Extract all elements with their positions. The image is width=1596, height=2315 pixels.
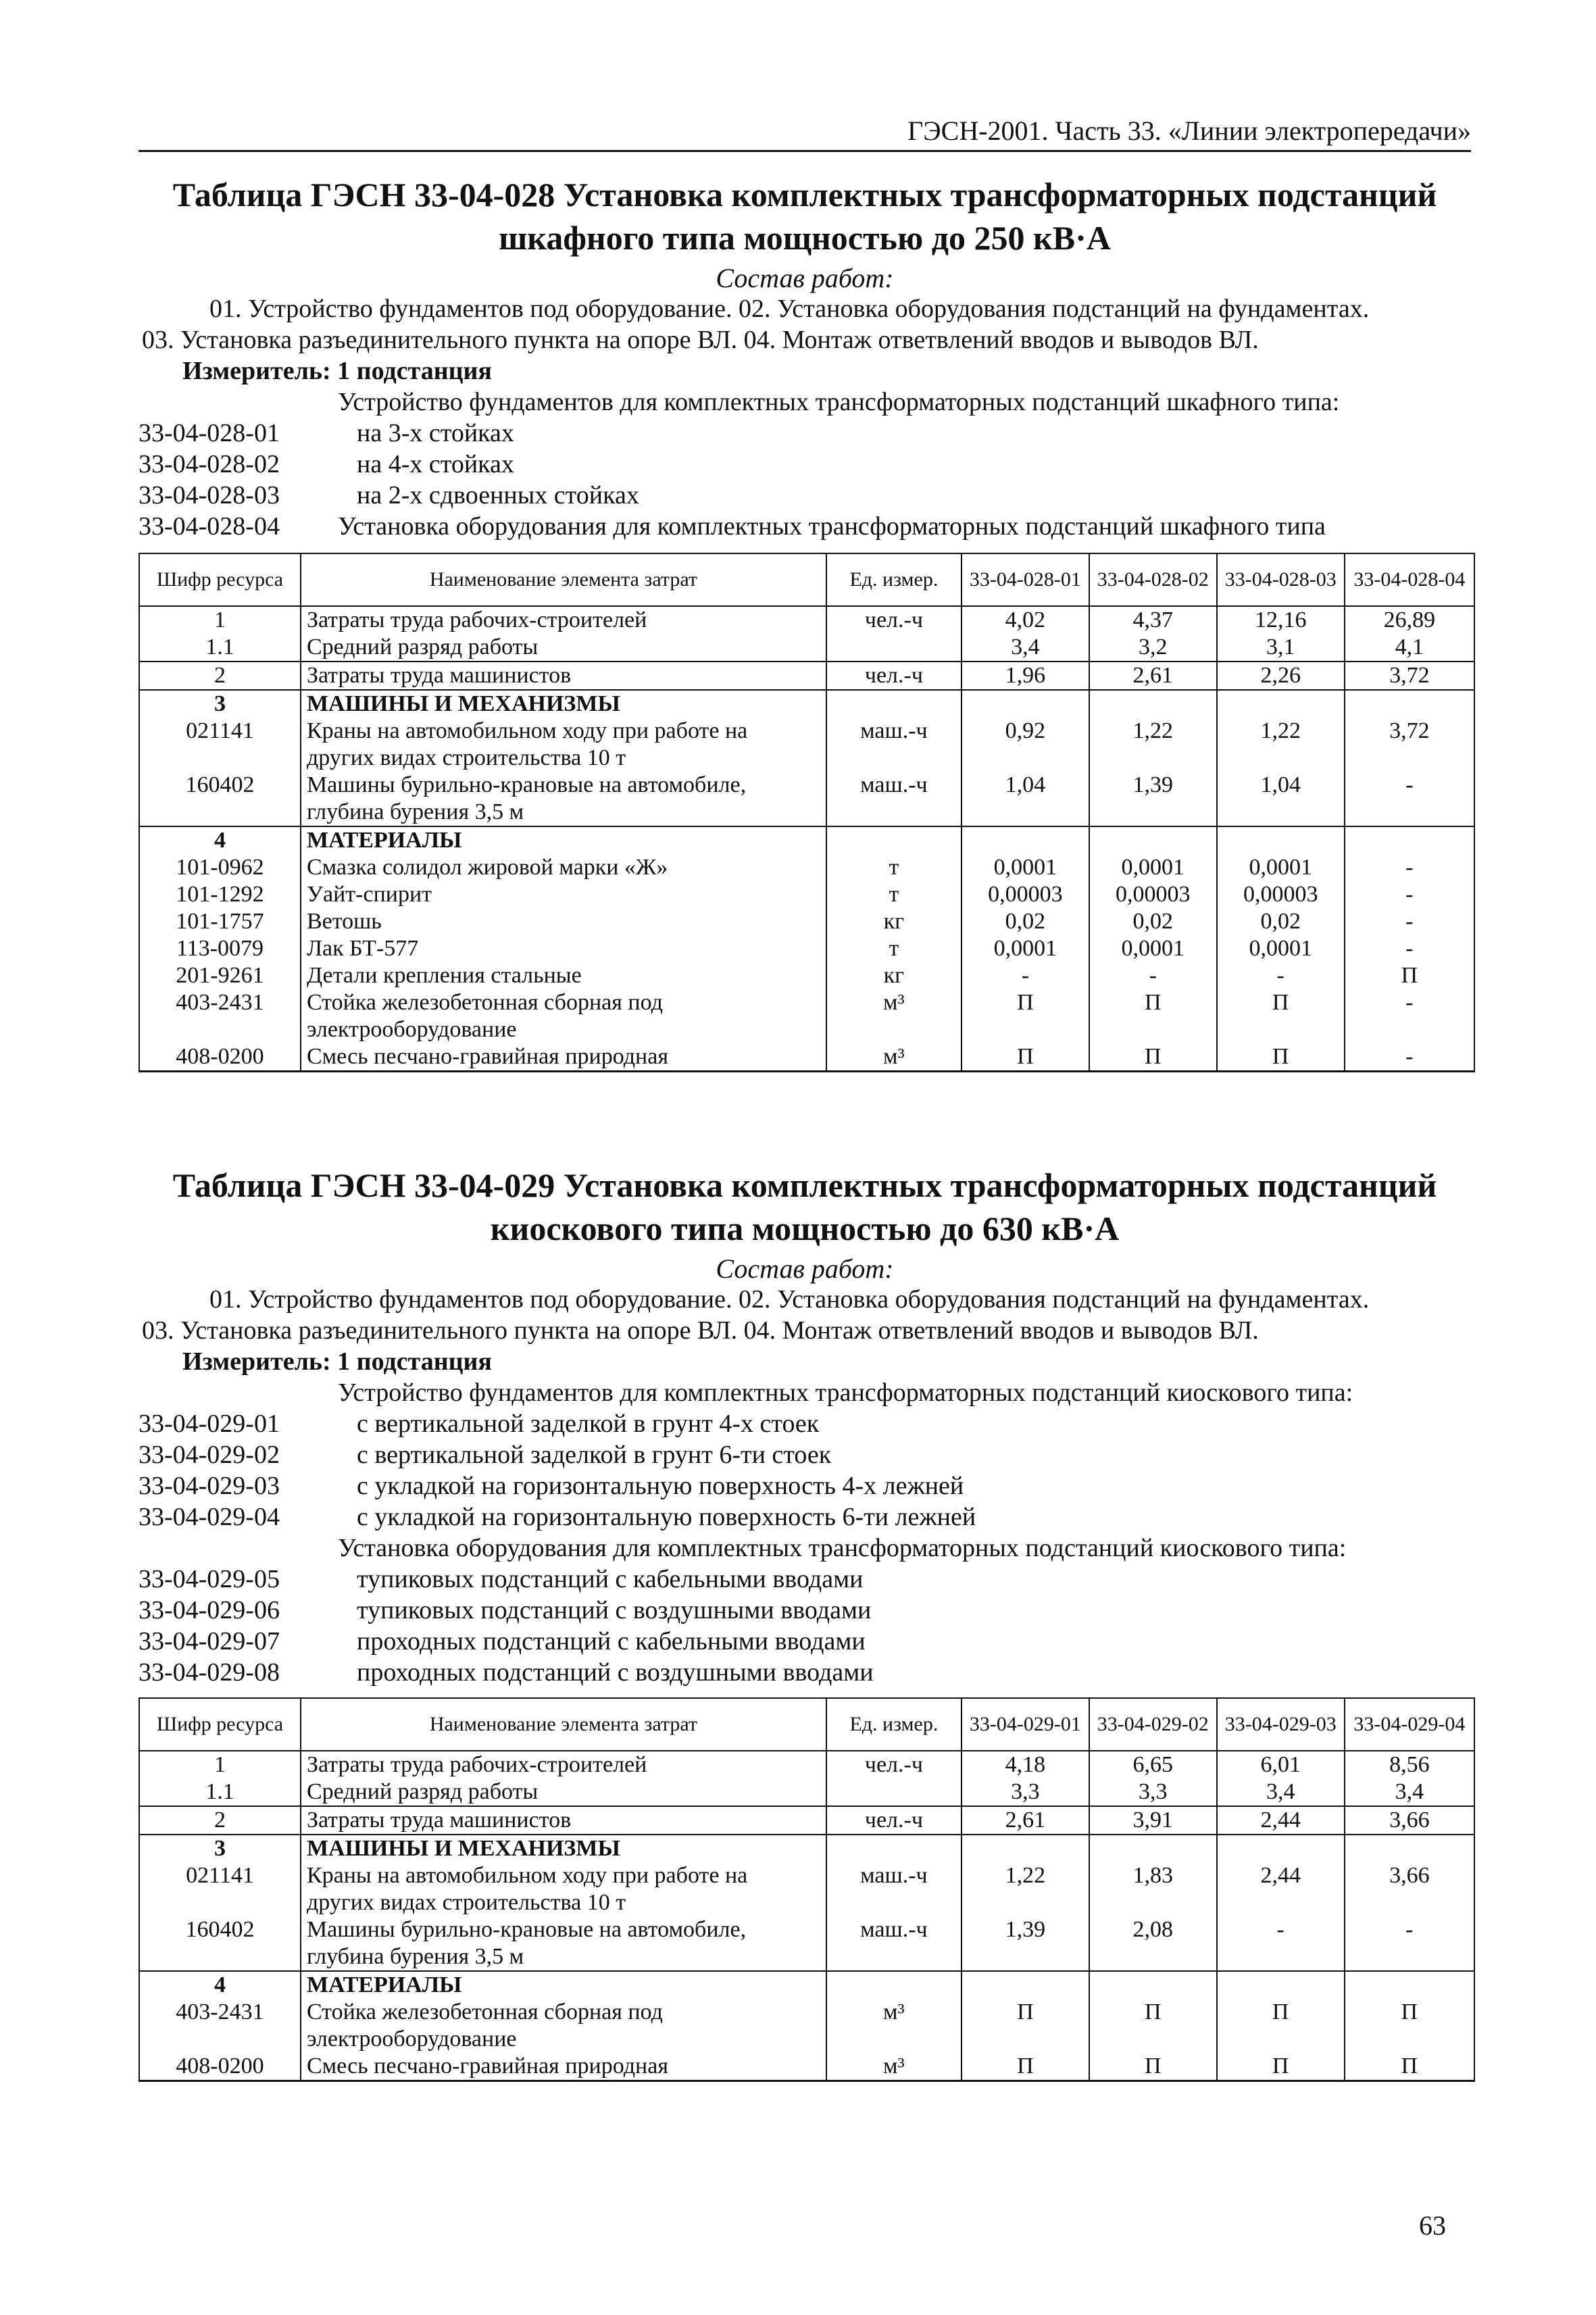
page-number: 63 <box>1419 2210 1446 2241</box>
table-title-028-line1: Таблица ГЭСН 33-04-028 Установка комплектных трансформаторных подстанций <box>172 176 1437 214</box>
norm-value: 6,65 <box>1089 1751 1217 1778</box>
cost-element-name: Лак БТ-577 <box>301 935 826 962</box>
resource-code: 403-2431 <box>139 989 301 1043</box>
norm-value: 1,22 <box>1089 718 1217 772</box>
column-header: Ед. измер. <box>826 553 962 606</box>
norm-value: П <box>1345 962 1474 989</box>
table-row <box>139 826 1474 854</box>
unit-of-measure <box>826 690 962 718</box>
resource-code: 021141 <box>139 1862 301 1916</box>
table-row <box>139 1835 1474 1862</box>
norm-value: 0,0001 <box>1217 854 1345 881</box>
norm-value: П <box>1089 1999 1217 2053</box>
cost-element-name: Краны на автомобильном ходу при работе на других видах строительства 10 т <box>301 718 826 772</box>
resource-code: 1 <box>139 606 301 634</box>
work-items-line1: 01. Устройство фундаментов под оборудование. 02. Установка оборудования подстанций на фундаментах. <box>209 295 1370 323</box>
unit-of-measure: т <box>826 881 962 908</box>
table-row <box>139 718 1474 772</box>
table-title-028-line2: шкафного типа мощностью до 250 кВ·А <box>499 219 1111 257</box>
unit-of-measure <box>826 634 962 662</box>
norm-value: - <box>1345 1916 1474 1971</box>
resource-code: 3 <box>139 690 301 718</box>
norm-value: 3,3 <box>962 1778 1089 1806</box>
column-header: Ед. измер. <box>826 1698 962 1751</box>
cost-element-name: Средний разряд работы <box>301 1778 826 1806</box>
norm-value: 3,3 <box>1089 1778 1217 1806</box>
norm-value: 2,44 <box>1217 1806 1345 1835</box>
table-row <box>139 772 1474 826</box>
table-title-029-line2: киоскового типа мощностью до 630 кВ·А <box>490 1210 1120 1247</box>
table-row <box>139 854 1474 881</box>
item-description: тупиковых подстанций с кабельными вводами <box>357 1565 864 1593</box>
table-row <box>139 1916 1474 1971</box>
norm-value: - <box>1345 989 1474 1043</box>
norm-value <box>962 826 1089 854</box>
cost-element-name: МАТЕРИАЛЫ <box>301 826 826 854</box>
column-header: 33-04-028-04 <box>1345 553 1474 606</box>
table-row <box>139 1806 1474 1835</box>
table-row <box>139 908 1474 935</box>
cost-element-name: Смесь песчано-гравийная природная <box>301 2053 826 2081</box>
item-description: на 2-х сдвоенных стойках <box>357 481 639 509</box>
norm-value: П <box>962 2053 1089 2081</box>
norm-value: 3,66 <box>1345 1862 1474 1916</box>
cost-element-name: Затраты труда рабочих-строителей <box>301 1751 826 1778</box>
cost-element-name: Стойка железобетонная сборная под электрооборудование <box>301 989 826 1043</box>
column-header: Шифр ресурса <box>139 553 301 606</box>
cost-element-name: Смесь песчано-гравийная природная <box>301 1043 826 1072</box>
measure-unit: Измеритель: 1 подстанция <box>182 1347 492 1376</box>
norm-value: 0,00003 <box>962 881 1089 908</box>
norm-value: - <box>1345 1043 1474 1072</box>
table-row <box>139 634 1474 662</box>
item-group-heading: Устройство фундаментов для комплектных трансформаторных подстанций шкафного типа: <box>338 388 1340 416</box>
unit-of-measure <box>826 1835 962 1862</box>
norm-value <box>1217 1835 1345 1862</box>
resource-code: 160402 <box>139 1916 301 1971</box>
norm-value: 2,08 <box>1089 1916 1217 1971</box>
norm-value: 1,22 <box>962 1862 1089 1916</box>
work-composition-label: Состав работ: <box>716 1253 894 1284</box>
norm-value: 3,1 <box>1217 634 1345 662</box>
table-row <box>139 881 1474 908</box>
table-row <box>139 935 1474 962</box>
resource-code: 408-0200 <box>139 1043 301 1072</box>
norm-value: П <box>1217 1999 1345 2053</box>
item-description: с вертикальной заделкой в грунт 6-ти стоек <box>357 1441 832 1469</box>
norm-value: - <box>1345 854 1474 881</box>
table-title-029-line1: Таблица ГЭСН 33-04-029 Установка комплектных трансформаторных подстанций <box>172 1166 1437 1204</box>
item-code: 33-04-028-03 <box>139 481 280 509</box>
table-row <box>139 1999 1474 2053</box>
unit-of-measure <box>826 1971 962 1999</box>
norm-value: 1,04 <box>962 772 1089 826</box>
resource-code: 4 <box>139 826 301 854</box>
unit-of-measure: м³ <box>826 989 962 1043</box>
norm-value <box>1089 826 1217 854</box>
table-row <box>139 989 1474 1043</box>
resource-code: 160402 <box>139 772 301 826</box>
norm-value: 4,02 <box>962 606 1089 634</box>
norm-value: П <box>1345 2053 1474 2081</box>
work-items-line2: 03. Установка разъединительного пункта на опоре ВЛ. 04. Монтаж ответвлений вводов и выводов ВЛ. <box>142 1316 1259 1345</box>
norm-value: 1,83 <box>1089 1862 1217 1916</box>
norm-value: - <box>962 962 1089 989</box>
resource-code: 4 <box>139 1971 301 1999</box>
table-header-row <box>139 1698 1474 1751</box>
column-header: Наименование элемента затрат <box>301 1698 826 1751</box>
norm-value: П <box>1217 2053 1345 2081</box>
item-code: 33-04-029-04 <box>139 1503 280 1531</box>
work-items-line1: 01. Устройство фундаментов под оборудование. 02. Установка оборудования подстанций на фундаментах. <box>209 1285 1370 1314</box>
norm-value: 0,0001 <box>1089 935 1217 962</box>
norm-value: 12,16 <box>1217 606 1345 634</box>
resource-code: 1 <box>139 1751 301 1778</box>
item-code: 33-04-029-08 <box>139 1658 280 1687</box>
item-description: на 3-х стойках <box>357 419 514 447</box>
table-row <box>139 1043 1474 1072</box>
resource-table-028 <box>139 553 1475 1072</box>
column-header: 33-04-028-01 <box>962 553 1089 606</box>
norm-value: 1,22 <box>1217 718 1345 772</box>
resource-code: 403-2431 <box>139 1999 301 2053</box>
work-composition-label: Состав работ: <box>716 263 894 293</box>
norm-value: 0,00003 <box>1089 881 1217 908</box>
resource-code: 021141 <box>139 718 301 772</box>
norm-value: 0,02 <box>962 908 1089 935</box>
item-code: 33-04-029-07 <box>139 1627 280 1656</box>
norm-value <box>962 1835 1089 1862</box>
norm-value: 0,0001 <box>1089 854 1217 881</box>
cost-element-name: Машины бурильно-крановые на автомобиле, глубина бурения 3,5 м <box>301 1916 826 1971</box>
norm-value <box>962 1971 1089 1999</box>
norm-value: - <box>1345 772 1474 826</box>
norm-value: - <box>1345 908 1474 935</box>
unit-of-measure: маш.-ч <box>826 1862 962 1916</box>
unit-of-measure <box>826 1778 962 1806</box>
norm-value: 2,61 <box>962 1806 1089 1835</box>
item-code: 33-04-029-03 <box>139 1472 280 1500</box>
norm-value <box>1089 1971 1217 1999</box>
norm-value: 0,02 <box>1089 908 1217 935</box>
norm-value <box>962 690 1089 718</box>
column-header: 33-04-029-03 <box>1217 1698 1345 1751</box>
unit-of-measure: маш.-ч <box>826 718 962 772</box>
norm-value: 2,44 <box>1217 1862 1345 1916</box>
unit-of-measure: чел.-ч <box>826 606 962 634</box>
item-code: 33-04-029-02 <box>139 1441 280 1469</box>
item-code: 33-04-028-02 <box>139 450 280 478</box>
cost-element-name: Детали крепления стальные <box>301 962 826 989</box>
cost-element-name: Стойка железобетонная сборная под электрооборудование <box>301 1999 826 2053</box>
resource-code: 101-1757 <box>139 908 301 935</box>
norm-value: 4,37 <box>1089 606 1217 634</box>
norm-value: 3,4 <box>1345 1778 1474 1806</box>
norm-value <box>1089 1835 1217 1862</box>
item-description: с укладкой на горизонтальную поверхность 6-ти лежней <box>357 1503 976 1531</box>
cost-element-name: Затраты труда машинистов <box>301 1806 826 1835</box>
table-row <box>139 1751 1474 1778</box>
norm-value: П <box>962 1999 1089 2053</box>
item-code: 33-04-029-06 <box>139 1596 280 1624</box>
item-description: на 4-х стойках <box>357 450 514 478</box>
item-group-heading: Установка оборудования для комплектных трансформаторных подстанций киоскового типа: <box>338 1534 1347 1562</box>
norm-value: 1,96 <box>962 662 1089 690</box>
norm-value: 3,72 <box>1345 718 1474 772</box>
item-description: Установка оборудования для комплектных трансформаторных подстанций шкафного типа <box>338 512 1326 541</box>
norm-value: 3,72 <box>1345 662 1474 690</box>
resource-code: 1.1 <box>139 1778 301 1806</box>
unit-of-measure: м³ <box>826 1043 962 1072</box>
resource-code: 201-9261 <box>139 962 301 989</box>
norm-value: 4,1 <box>1345 634 1474 662</box>
running-header: ГЭСН-2001. Часть 33. «Линии электропередачи» <box>139 114 1471 152</box>
norm-value: П <box>1345 1999 1474 2053</box>
item-description: проходных подстанций с кабельными вводами <box>357 1627 866 1656</box>
norm-value: 3,4 <box>1217 1778 1345 1806</box>
unit-of-measure: м³ <box>826 2053 962 2081</box>
norm-value: 2,61 <box>1089 662 1217 690</box>
unit-of-measure: кг <box>826 908 962 935</box>
item-description: проходных подстанций с воздушными вводами <box>357 1658 874 1687</box>
norm-value: П <box>962 989 1089 1043</box>
norm-value: 0,00003 <box>1217 881 1345 908</box>
resource-code: 1.1 <box>139 634 301 662</box>
norm-value <box>1345 1835 1474 1862</box>
table-row <box>139 1778 1474 1806</box>
column-header: Наименование элемента затрат <box>301 553 826 606</box>
column-header: 33-04-028-02 <box>1089 553 1217 606</box>
cost-element-name: Смазка солидол жировой марки «Ж» <box>301 854 826 881</box>
item-code: 33-04-029-01 <box>139 1410 280 1438</box>
unit-of-measure: т <box>826 854 962 881</box>
norm-value: 1,39 <box>1089 772 1217 826</box>
item-description: с укладкой на горизонтальную поверхность 4-х лежней <box>357 1472 964 1500</box>
cost-element-name: Затраты труда рабочих-строителей <box>301 606 826 634</box>
item-code: 33-04-029-05 <box>139 1565 280 1593</box>
table-header-row <box>139 553 1474 606</box>
column-header: 33-04-029-01 <box>962 1698 1089 1751</box>
unit-of-measure: чел.-ч <box>826 1806 962 1835</box>
unit-of-measure: маш.-ч <box>826 772 962 826</box>
norm-value: 4,18 <box>962 1751 1089 1778</box>
unit-of-measure <box>826 826 962 854</box>
norm-value: П <box>1089 989 1217 1043</box>
item-description: с вертикальной заделкой в грунт 4-х стоек <box>357 1410 820 1438</box>
norm-value: 26,89 <box>1345 606 1474 634</box>
norm-value: 0,92 <box>962 718 1089 772</box>
norm-value: 3,66 <box>1345 1806 1474 1835</box>
cost-element-name: МАТЕРИАЛЫ <box>301 1971 826 1999</box>
cost-element-name: Средний разряд работы <box>301 634 826 662</box>
unit-of-measure: кг <box>826 962 962 989</box>
norm-value: 0,02 <box>1217 908 1345 935</box>
column-header: 33-04-028-03 <box>1217 553 1345 606</box>
norm-value <box>1217 1971 1345 1999</box>
unit-of-measure: чел.-ч <box>826 1751 962 1778</box>
norm-value: 0,0001 <box>1217 935 1345 962</box>
resource-code: 113-0079 <box>139 935 301 962</box>
item-code: 33-04-028-01 <box>139 419 280 447</box>
unit-of-measure: м³ <box>826 1999 962 2053</box>
norm-value <box>1345 1971 1474 1999</box>
item-description: тупиковых подстанций с воздушными вводами <box>357 1596 872 1624</box>
cost-element-name: Краны на автомобильном ходу при работе на других видах строительства 10 т <box>301 1862 826 1916</box>
norm-value: 8,56 <box>1345 1751 1474 1778</box>
norm-value: - <box>1089 962 1217 989</box>
table-row <box>139 1971 1474 1999</box>
item-group-heading: Устройство фундаментов для комплектных трансформаторных подстанций киоскового типа: <box>338 1378 1353 1407</box>
norm-value: 6,01 <box>1217 1751 1345 1778</box>
norm-value: 1,04 <box>1217 772 1345 826</box>
cost-element-name: Ветошь <box>301 908 826 935</box>
cost-element-name: Машины бурильно-крановые на автомобиле, глубина бурения 3,5 м <box>301 772 826 826</box>
item-code: 33-04-028-04 <box>139 512 280 541</box>
norm-value: П <box>1217 1043 1345 1072</box>
resource-code: 2 <box>139 1806 301 1835</box>
norm-value <box>1217 826 1345 854</box>
cost-element-name: Затраты труда машинистов <box>301 662 826 690</box>
norm-value: П <box>1089 2053 1217 2081</box>
norm-value: 2,26 <box>1217 662 1345 690</box>
norm-value: - <box>1345 881 1474 908</box>
column-header: 33-04-029-04 <box>1345 1698 1474 1751</box>
table-row <box>139 962 1474 989</box>
column-header: Шифр ресурса <box>139 1698 301 1751</box>
norm-value: 3,4 <box>962 634 1089 662</box>
resource-code: 2 <box>139 662 301 690</box>
cost-element-name: МАШИНЫ И МЕХАНИЗМЫ <box>301 690 826 718</box>
unit-of-measure: маш.-ч <box>826 1916 962 1971</box>
norm-value: П <box>1217 989 1345 1043</box>
table-row <box>139 1862 1474 1916</box>
measure-unit: Измеритель: 1 подстанция <box>182 357 492 385</box>
table-row <box>139 662 1474 690</box>
norm-value: - <box>1345 935 1474 962</box>
norm-value: 0,0001 <box>962 854 1089 881</box>
cost-element-name: МАШИНЫ И МЕХАНИЗМЫ <box>301 1835 826 1862</box>
unit-of-measure: т <box>826 935 962 962</box>
norm-value: - <box>1217 1916 1345 1971</box>
norm-value: 3,2 <box>1089 634 1217 662</box>
norm-value: - <box>1217 962 1345 989</box>
resource-code: 408-0200 <box>139 2053 301 2081</box>
norm-value: П <box>962 1043 1089 1072</box>
norm-value <box>1217 690 1345 718</box>
cost-element-name: Уайт-спирит <box>301 881 826 908</box>
norm-value: 3,91 <box>1089 1806 1217 1835</box>
norm-value <box>1089 690 1217 718</box>
table-row <box>139 606 1474 634</box>
resource-code: 101-1292 <box>139 881 301 908</box>
resource-code: 3 <box>139 1835 301 1862</box>
resource-code: 101-0962 <box>139 854 301 881</box>
table-row <box>139 690 1474 718</box>
unit-of-measure: чел.-ч <box>826 662 962 690</box>
norm-value: 0,0001 <box>962 935 1089 962</box>
norm-value: П <box>1089 1043 1217 1072</box>
work-items-line2: 03. Установка разъединительного пункта на опоре ВЛ. 04. Монтаж ответвлений вводов и выводов ВЛ. <box>142 326 1259 354</box>
resource-table-029 <box>139 1697 1475 2082</box>
table-row <box>139 2053 1474 2081</box>
norm-value <box>1345 826 1474 854</box>
norm-value <box>1345 690 1474 718</box>
column-header: 33-04-029-02 <box>1089 1698 1217 1751</box>
norm-value: 1,39 <box>962 1916 1089 1971</box>
